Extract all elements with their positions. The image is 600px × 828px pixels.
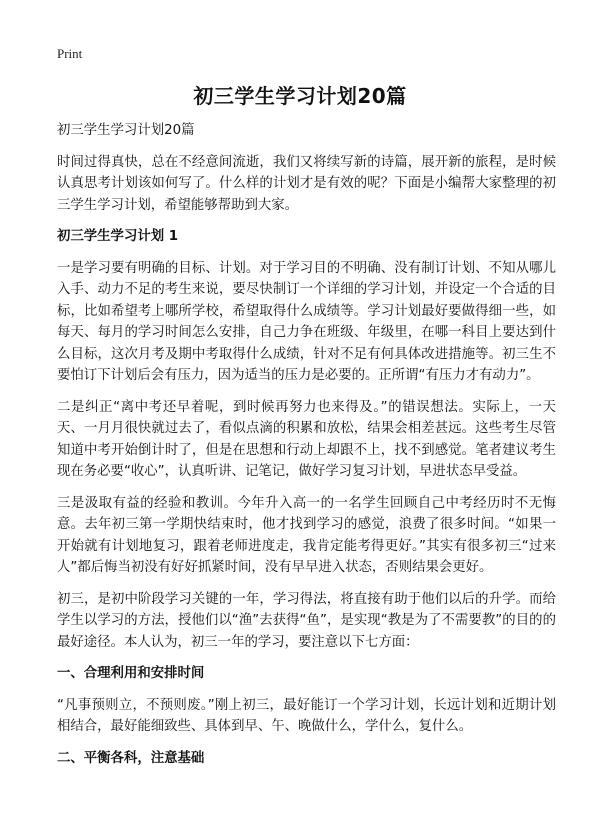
paragraph-experience: 三是汲取有益的经验和教训。今年升入高一的一名学生回顾自己中考经历时不无悔意。去年初三第一学期快结束时，他才找到学习的感觉，浪费了很多时间。“如果一开始就有计划地复习，跟着老师进度走，我肯定能考得更好。”其实有很多初三“过来人”都后悔当初没有好好抓紧时间，没有早早进入状态，否则结果会更好。 [57,495,556,575]
paragraph-time: “凡事预则立，不预则废。”刚上初三，最好能订一个学习计划，长远计划和近期计划相结合，最好能细致些、具体到早、午、晚做什么，学什么，复什么。 [57,697,556,734]
document-subtitle: 初三学生学习计划20篇 [57,123,195,138]
section-heading-time: 一、合理利用和安排时间 [57,666,205,681]
section-heading-balance: 二、平衡各科，注意基础 [57,750,205,766]
paragraph-mindset: 二是纠正“离中考还早着呢，到时候再努力也来得及。”的错误想法。实际上，一天天、一月月很快就过去了，看似点滴的积累和放松，结果会相差甚远。这些考生尽管知道中考开始倒计时了，但是在思想和行动上却跟不上，找不到感觉。笔者建议考生现在务必要“收心”，认真听讲、记笔记，做好学习复习计划，早进状态早受益。 [57,399,556,479]
paragraph-methods: 初三，是初中阶段学习关键的一年，学习得法，将直接有助于他们以后的升学。而给学生以学习的方法，授他们以“渔”去获得“鱼”，是实现“教是为了不需要教”的目的的最好途径。本人认为，初三一年的学习，要注意以下七方面： [57,591,556,650]
section-heading-plan-1: 初三学生学习计划 1 [57,229,179,244]
print-link[interactable]: Print [57,46,83,61]
document-body [57,120,556,779]
paragraph-goals: 一是学习要有明确的目标、计划。对于学习目的不明确、没有制订计划、不知从哪儿入手、动力不足的考生来说，要尽快制订一个详细的学习计划，并设定一个合适的目标，比如希望考上哪所学校，希望取得什么成绩等。学习计划最好要做得细一些，如每天、每月的学习时间怎么安排，自己力争在班级、年级里，在哪一科目上要达到什么目标，这次月考及期中考取得什么成绩，针对不足有何具体改进措施等。初三生不要怕订下计划后会有压力，因为适当的压力是必要的。正所谓“有压力才有动力”。 [57,260,556,383]
intro-paragraph: 时间过得真快，总在不经意间流逝，我们又将续写新的诗篇，展开新的旅程，是时候认真思考计划该如何写了。什么样的计划才是有效的呢？下面是小编帮大家整理的初三学生学习计划，希望能够帮助到大家。 [57,154,556,213]
page-title: 初三学生学习计划20篇 [193,84,407,108]
